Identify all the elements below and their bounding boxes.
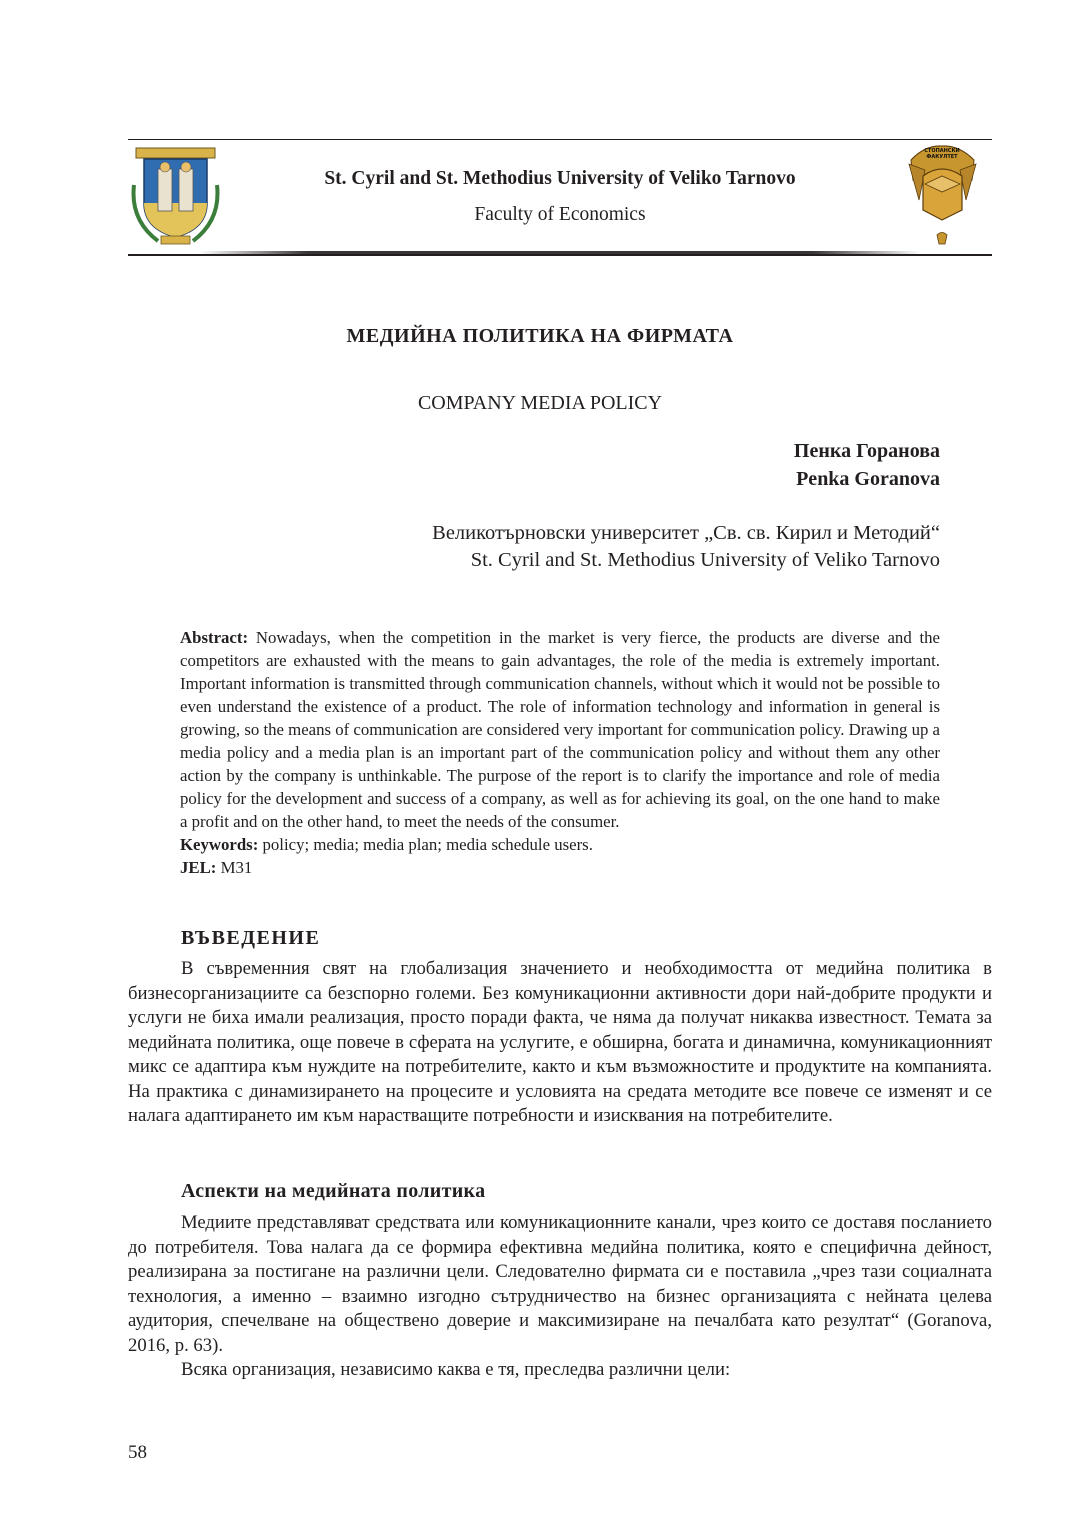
jel-label: JEL: [180,858,217,877]
university-crest-logo [128,145,223,247]
svg-text:СТОПАНСКИ: СТОПАНСКИ [924,148,960,154]
svg-text:ФАКУЛТЕТ: ФАКУЛТЕТ [926,154,958,160]
header-faculty-name: Faculty of Economics [474,204,646,225]
aspects-paragraph-2: Всяка организация, независимо каква е тя, преследва различни цели: [181,1359,731,1380]
introduction-paragraph: В съвременния свят на глобализация значението и необходимостта от медийна политика в бизнесорганизациите са безспорно големи. Без комуникационни активности дори най-добрите продукти и услуги не биха имали реализация, просто поради факта, че няма да получат никаква известност. Темата за медийната политика, още повече в сферата на услугите, е обширна, богата и динамична, комуникационният микс се адаптира към нуждите на потребителите, както и към възможностите и продуктите на компанията. На практика с динамизирането на процесите и условията на средата методите все повече се изменят и се налага адаптирането им към нарастващите потребности и изисквания на потребителите. [128,958,992,1126]
affiliation-bulgarian: Великотърновски университет „Св. св. Кирил и Методий“ [432,522,940,544]
header-top-rule [128,139,992,140]
section-heading-introduction: ВЪВЕДЕНИЕ [181,927,321,949]
author-name-bulgarian: Пенка Горанова [793,440,940,462]
header-bottom-rule [128,254,992,256]
article-title-bulgarian: МЕДИЙНА ПОЛИТИКА НА ФИРМАТА [346,325,734,347]
keywords-line [180,833,940,856]
page-number: 58 [128,1442,147,1463]
abstract-paragraph [180,626,940,833]
keywords-label: Keywords: [180,835,259,854]
abstract-text: Nowadays, when the competition in the market is very fierce, the products are diverse and the competitors are exhausted with the means to gain advantages, the role of the media is extremely important. Important information is transmitted through communication channels, without which it would not be possible to even understand the existence of a product. The role of information technology and information in general is growing, so the means of communication are considered very important for communication policy. Drawing up a media policy and a media plan is an important part of the communication policy and without them any other action by the company is unthinkable. The purpose of the report is to clarify the importance and role of media policy for the development and success of a company, as well as for achieving its goal, on the one hand to make a profit and on the other hand, to meet the needs of the consumer. [180,628,940,831]
header-university-name: St. Cyril and St. Methodius University of Veliko Tarnovo [324,168,796,189]
aspects-body [128,1211,992,1383]
introduction-body [128,957,992,1129]
aspects-paragraph: Медиите представляват средствата или комуникационните канали, чрез които се доставя посланието до потребителя. Това налага да се формира ефективна медийна политика, която е специфична дейност, реализирана за постигане на различни цели. Следователно фирмата си е поставила „чрез тази социалната технология, а именно – взаимно изгодно сътрудничество на бизнес организацията с нейната целева аудитория, спечелване на обществено доверие и максимизиране на печалбата като резултат“ (Goranova, 2016, p. 63). [128,1212,992,1356]
author-name-english: Penka Goranova [796,468,940,490]
section-heading-aspects: Аспекти на медийната политика [181,1180,486,1202]
abstract-block [180,626,940,879]
jel-code: M31 [220,858,253,877]
faculty-helmet-logo [905,140,980,252]
article-title-english: COMPANY MEDIA POLICY [417,392,663,414]
jel-line [180,856,940,879]
abstract-label: Abstract: [180,628,249,647]
affiliation-english: St. Cyril and St. Methodius University of Veliko Tarnovo [470,549,940,571]
keywords-text: policy; media; media plan; media schedule users. [262,835,593,854]
